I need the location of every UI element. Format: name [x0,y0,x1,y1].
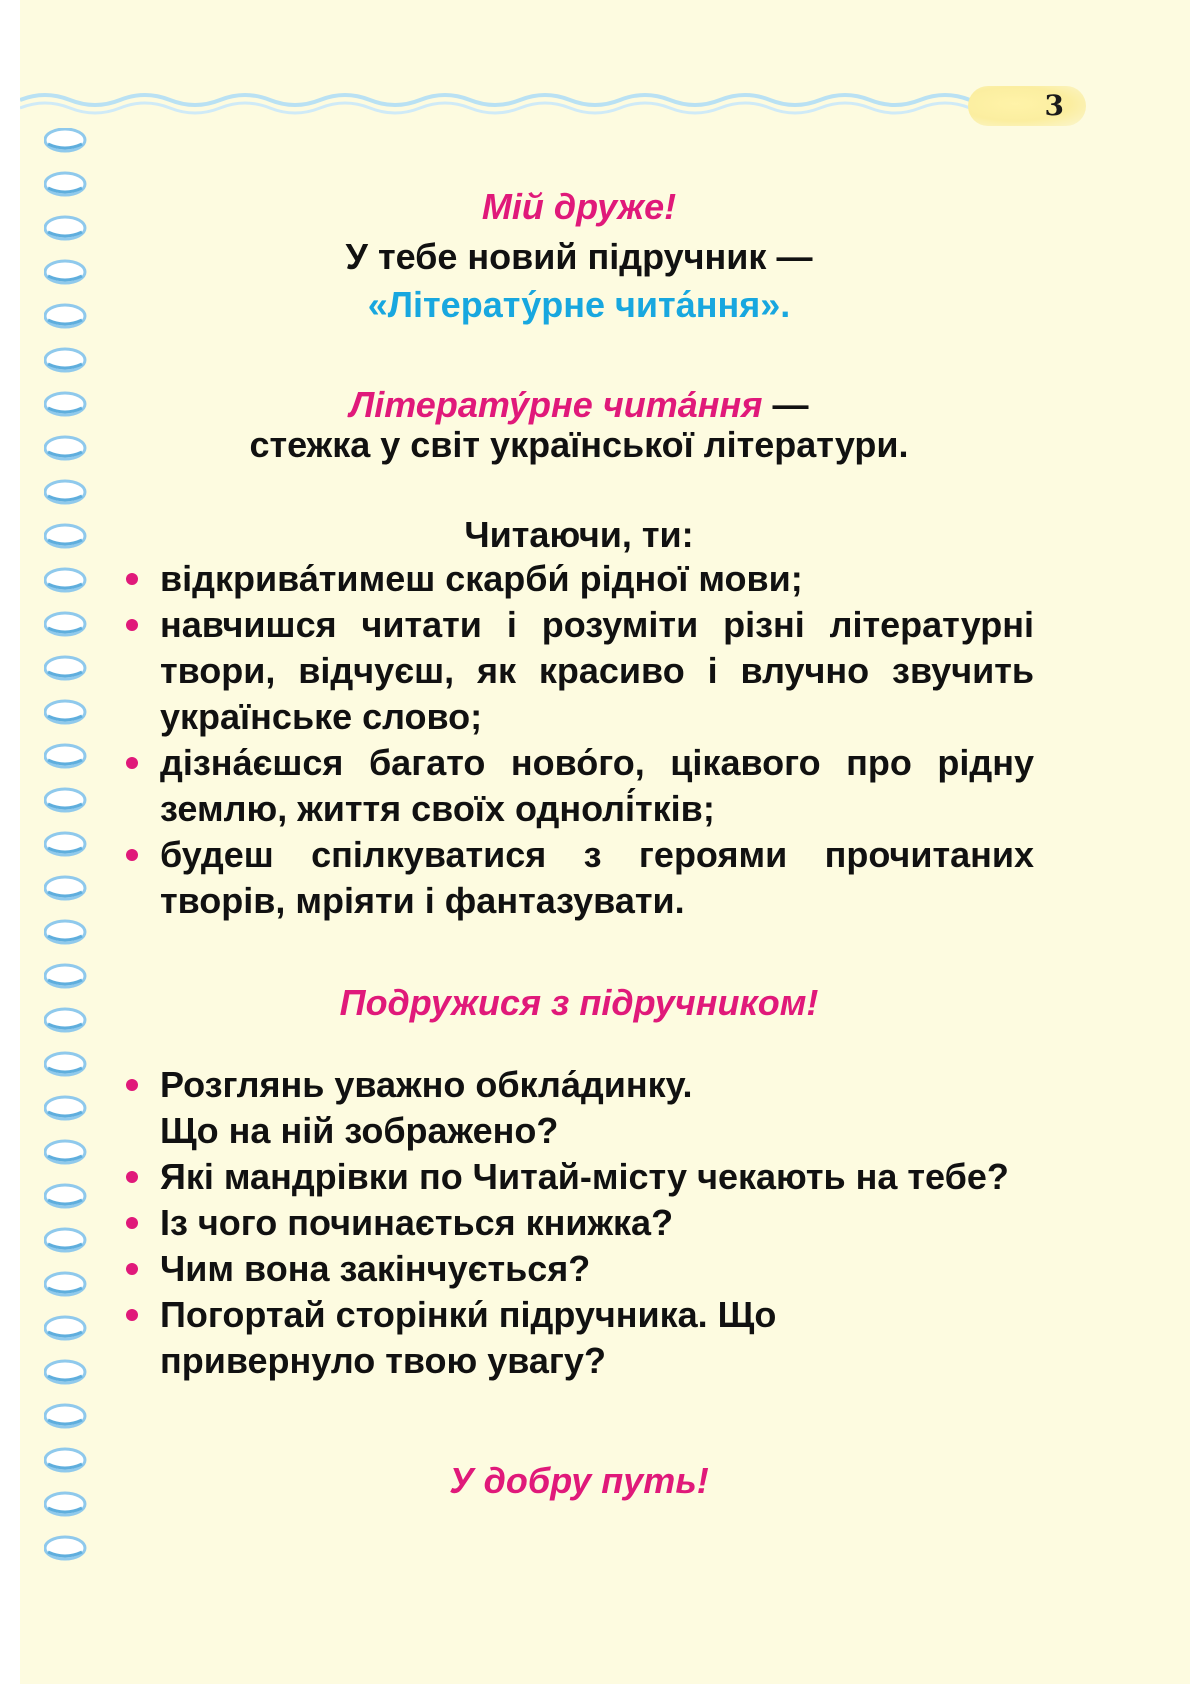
spiral-binding-rings [44,128,92,1588]
book-title: «Літерату́рне чита́ння». [367,284,791,325]
page-number: 3 [1044,89,1064,122]
reading-heading: Читаючи, ти: [464,514,694,555]
list-item: будеш спілкуватися з героями прочитаних творів, мріяти і фантазувати. [124,832,1034,924]
list-item: Чим вона закінчується? [124,1246,1034,1292]
definition-line [124,384,1034,426]
intro-line: У тебе новий підручник — [345,236,813,277]
list-item: дізна́єшся багато ново́го, цікавого про рідну землю, життя своїх однолі́тків; [124,740,1034,832]
befriend-list [124,1062,1034,1384]
reading-list [124,556,1034,924]
list-item: навчишся читати і розуміти різні літературні твори, відчуєш, як красиво і влучно звучить українське слово; [124,602,1034,740]
list-item: Які мандрівки по Читай-місту чекають на тебе? [124,1154,1034,1200]
list-item: Погортай сторінки́ підручника. Що привернуло твою увагу? [124,1292,980,1384]
list-item: Розглянь уважно обкла́динку. Що на ній зображено? [124,1062,720,1154]
greeting-heading: Мій друже! [481,186,677,227]
farewell-heading: У добру путь! [449,1460,709,1501]
definition-dash: — [762,384,809,425]
list-item: відкрива́тимеш скарби́ рідної мови; [124,556,1034,602]
befriend-heading: Подружися з підручником! [339,982,819,1023]
wavy-header-line [20,84,980,124]
list-item: Із чого починається книжка? [124,1200,1034,1246]
definition-term: Літерату́рне чита́ння [349,384,763,425]
definition-text: стежка у світ української літератури. [249,424,909,465]
